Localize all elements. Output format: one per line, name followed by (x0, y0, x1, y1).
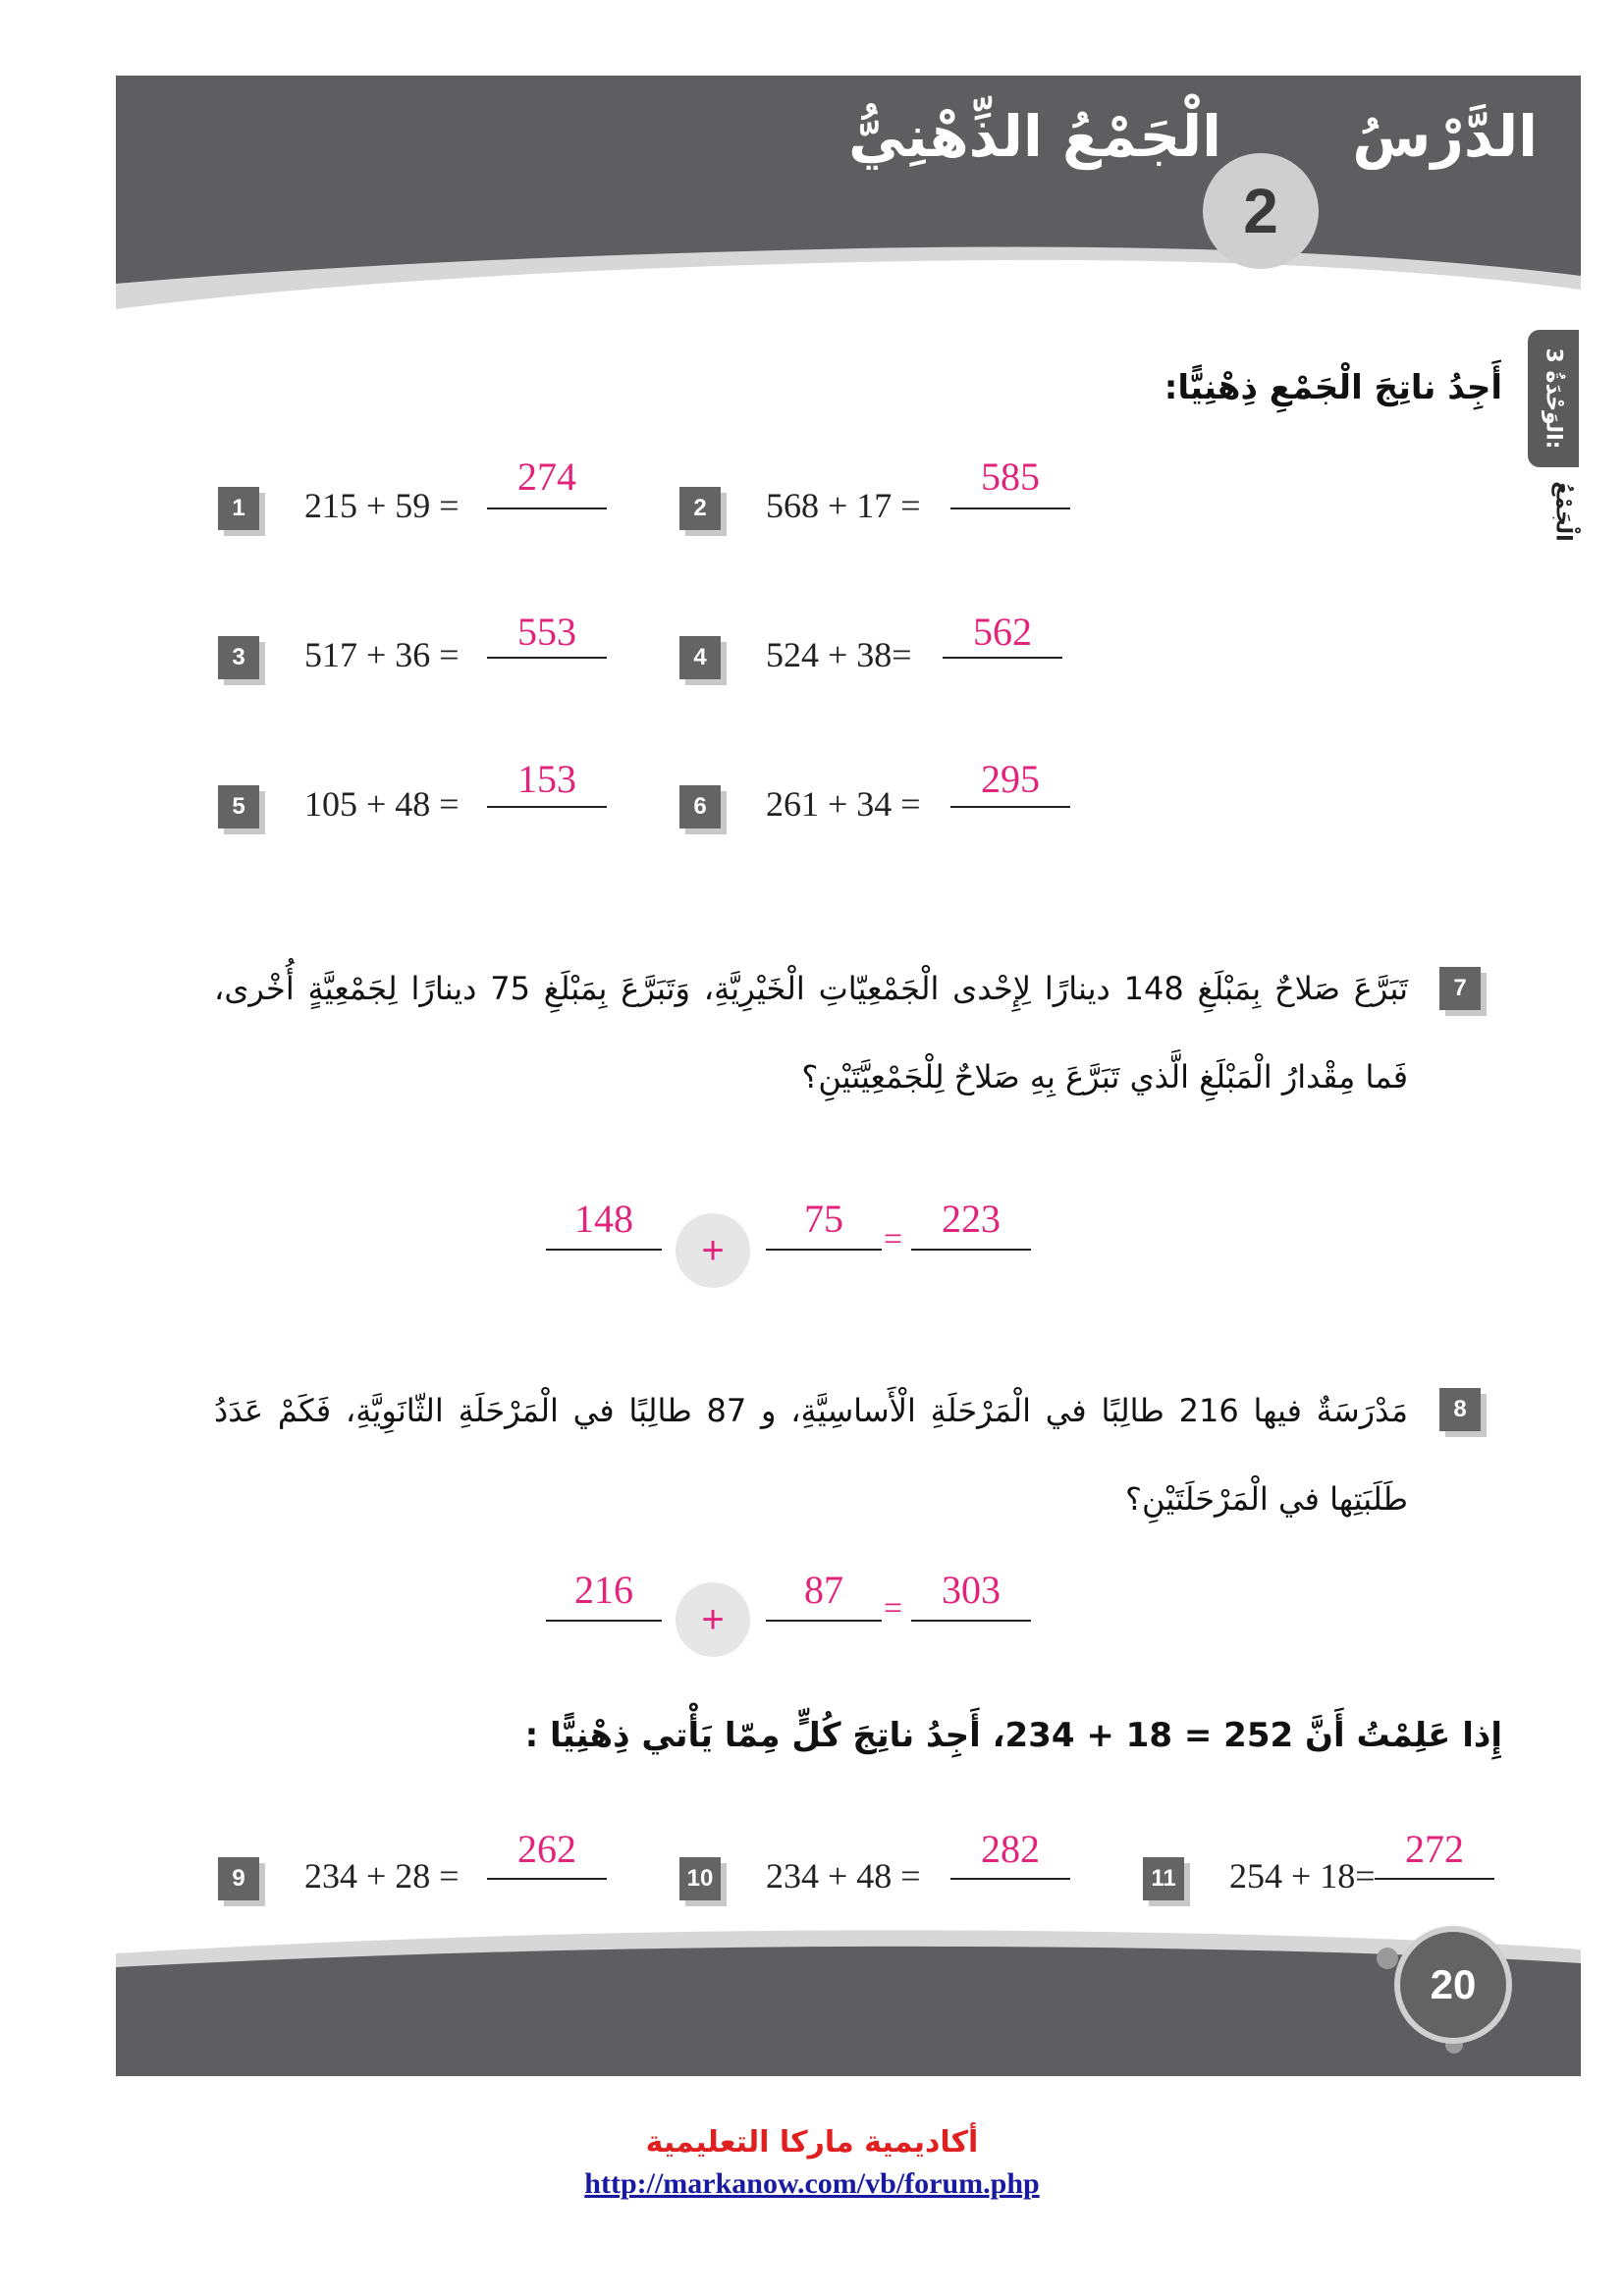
answer-line (546, 1249, 662, 1251)
operand-2[interactable]: 87 (804, 1568, 843, 1612)
exercise-number: 9 (218, 1857, 259, 1900)
answer-line (487, 806, 607, 808)
decor-dot (1377, 1948, 1398, 1969)
answer-line (1375, 1878, 1494, 1880)
academy-link[interactable]: http://markanow.com/vb/forum.php (584, 2167, 1040, 2200)
unit-label: الوَحْدَةُ 3: (1541, 347, 1566, 450)
exercise-number: 4 (679, 636, 721, 679)
exercise-answer[interactable]: 153 (517, 757, 576, 801)
answer-line (950, 1878, 1070, 1880)
unit-side-tab (1528, 330, 1579, 467)
section1-instruction: أَجِدُ ناتِجَ الْجَمْعِ ذِهْنِيًّا: (1164, 368, 1502, 407)
operand-2[interactable]: 75 (804, 1197, 843, 1241)
section2-instruction: إِذا عَلِمْتُ أَنَّ 252 = 18 + 234، أَجِدُ ناتِجَ كُلٍّ مِمّا يَأْتي ذِهْنِيًّا : (524, 1716, 1502, 1755)
answer-line (546, 1620, 662, 1622)
page-number: 20 (1394, 1926, 1512, 2044)
exercise-number: 1 (218, 487, 259, 530)
footer-band (116, 1924, 1581, 2076)
equals-sign: = (884, 1590, 903, 1627)
exercise-number: 5 (218, 785, 259, 828)
operand-1[interactable]: 148 (574, 1197, 633, 1241)
exercise-number: 2 (679, 487, 721, 530)
exercise-answer[interactable]: 295 (981, 757, 1040, 801)
exercise-number: 3 (218, 636, 259, 679)
exercise-expression: 254 + 18= (1229, 1856, 1376, 1896)
exercise-expression: 517 + 36 = (304, 635, 460, 674)
exercise-answer[interactable]: 262 (517, 1827, 576, 1871)
exercise-answer[interactable]: 553 (517, 610, 576, 654)
answer-line (911, 1620, 1031, 1622)
exercise-expression: 105 + 48 = (304, 784, 460, 824)
answer-line (943, 657, 1062, 659)
exercise-expression: 261 + 34 = (766, 784, 921, 824)
academy-name: أكاديمية ماركا التعليمية (645, 2125, 979, 2160)
exercise-expression: 234 + 28 = (304, 1856, 460, 1896)
problem-number: 7 (1439, 967, 1481, 1010)
plus-sign: + (676, 1213, 750, 1288)
answer-line (487, 507, 607, 509)
exercise-answer[interactable]: 585 (981, 454, 1040, 499)
answer-line (487, 1878, 607, 1880)
answer-line (950, 806, 1070, 808)
exercise-answer[interactable]: 272 (1405, 1827, 1464, 1871)
answer-line (766, 1620, 882, 1622)
operand-1[interactable]: 216 (574, 1568, 633, 1612)
answer-line (487, 657, 607, 659)
equals-sign: = (884, 1221, 903, 1257)
word-problem-7: تَبَرَّعَ صَلاحٌ بِمَبْلَغِ 148 دينارًا لِإِحْدى الْجَمْعِيّاتِ الْخَيْرِيَّةِ، وَتَبَرَّعَ بِمَبْلَغِ 75 دينارًا لِجَمْعِيَّةٍ أُخْرى، فَما مِقْدارُ الْمَبْلَغِ الَّذي تَبَرَّعَ بِهِ صَلاحٌ لِلْجَمْعِيَّتَيْنِ؟ (214, 970, 1409, 1095)
exercise-answer[interactable]: 282 (981, 1827, 1040, 1871)
exercise-number: 6 (679, 785, 721, 828)
result[interactable]: 303 (942, 1568, 1001, 1612)
plus-sign: + (676, 1582, 750, 1657)
exercise-answer[interactable]: 274 (517, 454, 576, 499)
answer-line (766, 1249, 882, 1251)
exercise-answer[interactable]: 562 (973, 610, 1032, 654)
exercise-number: 11 (1143, 1857, 1184, 1900)
exercise-expression: 524 + 38= (766, 635, 912, 674)
exercise-expression: 215 + 59 = (304, 486, 460, 525)
exercise-number: 10 (679, 1857, 721, 1900)
result[interactable]: 223 (942, 1197, 1001, 1241)
exercise-expression: 568 + 17 = (766, 486, 921, 525)
exercise-expression: 234 + 48 = (766, 1856, 921, 1896)
answer-line (950, 507, 1070, 509)
lesson-label: الدَّرْسُ (1352, 103, 1538, 170)
answer-line (911, 1249, 1031, 1251)
lesson-number-badge: 2 (1203, 153, 1319, 269)
unit-name: الْجَمْعُ (1550, 481, 1576, 542)
problem-number: 8 (1439, 1388, 1481, 1431)
word-problem-8: مَدْرَسَةٌ فيها 216 طالِبًا في الْمَرْحَلَةِ الْأَساسِيَّةِ، و 87 طالِبًا في الْمَرْحَلَةِ الثّانَوِيَّةِ، فَكَمْ عَدَدُ طَلَبَتِها في الْمَرْحَلَتَيْنِ؟ (214, 1392, 1409, 1518)
unit-name-holder (1543, 467, 1583, 556)
lesson-title: الْجَمْعُ الذِّهْنِيُّ (848, 103, 1221, 170)
